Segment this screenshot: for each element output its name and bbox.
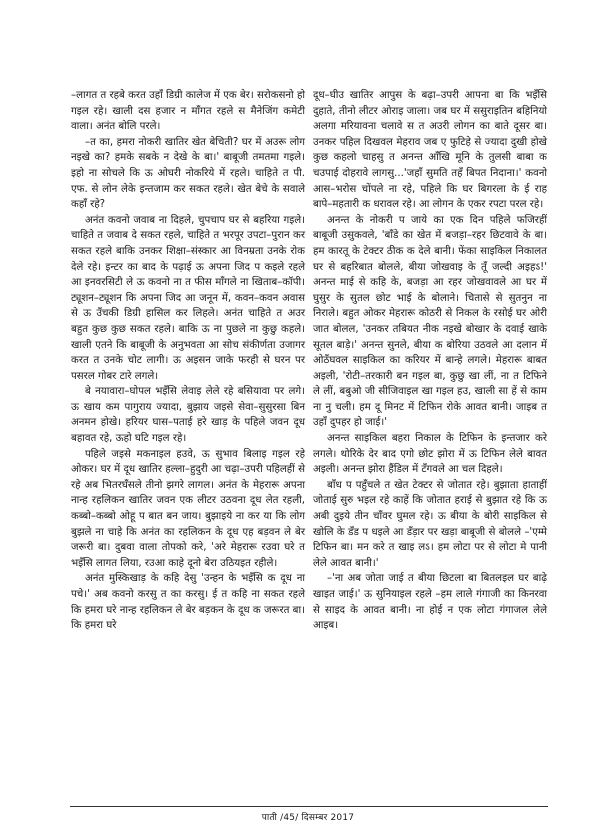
paragraph: बे नयावारा–घोपल भइँसि लेवाइ लेले रहे बसियावा पर लगे। ऊ खाय कम पागुराय ज्यादा, बुझाय जइसे सेवा–सुसुरसा बिन अनमन होखे। हरियर घास–पताई हरे खाड़ के पहिले जवन दूध बहावत रहे, ऊहो घटि गइल रहे। — [71, 386, 305, 445]
paragraph: –लागत त रहबे करत उहाँ डिग्री कालेज में एक बेर। सरोकसनो हो गइल रहे। खाली दस हजार न माँगत रहले स मैनेजिंग कमेटी वाला। अनंत बोलि परले। — [71, 90, 305, 133]
paragraph: –त का, हमरा नोकरी खातिर खेत बेचिती? घर में अउरू लोग नइखे का? हमके सबके न देखे के बा।' बाबूजी तमतमा गइले। इहो ना सोचले कि ऊ ओघरी नोकरिये में रहले। चाहिते त पी. एफ. से लोन लेके इन्तजाम कर सकत रहले। खेत बेचे के सवाले कहाँ रहे? — [71, 136, 305, 211]
paragraph: अनंत कवनो जवाब ना दिहले, चुपचाप घर से बहरिया गइले। चाहिते त जवाब दे सकत रहले, चाहिते त भरपूर उपटा–पुरान कर सकत रहले बाकि उनकर शिक्षा–संस्कार आ विनम्रता उनके रोक देले रहे। इन्टर का बाद के पढ़ाई ऊ अपना जिद प कइले रहले आ इनवरसिटी ले ऊ कवनो ना त फीस माँगले ना खिताब–कॉपी। ट्यूशन–ट्यूशन कि अपना जिद आ जनून में, कवन–कवन अवास से ऊ उँचकी डिग्री हासिल कर लिहले। अनंत चाहिते त अउर बहुत कुछ कुछ सकत रहले। बाकि ऊ ना पुछले ना कुछु कहले। खाली एतने कि बाबूजी के अनुभवता आ सोच संकीर्णता उजागर करत त उनके चोट लागी। ऊ अइसन जाके फरही से घरन पर पसरल गोबर टारे लगले। — [71, 214, 305, 382]
paragraph: अनन्त साइकिल बहरा निकाल के टिफिन के इन्तजार करे लगले। थोरिके देर बाद एगो छोट झोरा में ऊ टिफिन लेले बावत अइली। अनन्त झोरा हैंडिल में टँगवले आ चल दिहले। — [313, 433, 547, 476]
right-text-column — [313, 88, 547, 634]
paragraph: –'ना अब जोता जाई त बीया छिटला बा बितलइल घर बाढ़े खाइत जाई।' ऊ सुनियाइल रहले –हम लाले गंगाजी का किनरवा से साइद के आवत बानी। ना होई न एक लोटा गंगाजल लेले आइब। — [313, 573, 547, 632]
paragraph: अनन्त के नोकरी प जाये का एक दिन पहिले फजिरहीं बाबूजी उसुकवले, 'बाँडे का खेत में बजड़ा–रहर छिटवावे के बा। हम कारतू के टेक्टर ठीक क देले बानी। फेंका साइकिल निकालत घर से बहरिबात बोलले, बीया जोखवाइ के तूँ जल्दी अइहऽ!' अनन्त माई से कहि के, बजड़ा आ रहर जोखवावले आ घर में घुसुर के सुतल छोट भाई के बोलाने। चितासे से सुतनुन ना निराले। बहुत ओकर मेहरारू कोठरी से निकल के रसोई घर ओरी जात बोलल, 'उनकर तबियत नीक नइखे बोखार के दवाई खाके सूतल बाड़े।' अनन्त सुनले, बीया क बोरिया उठवले आ दलान में ओठँघवल साइकिल का करियर में बान्हे लगले। मेहरारू बाबत अइली, 'रोटी–तरकारी बन गइल बा, कुछु खा लीं, ना त टिफिने ले लीं, बबुओ जी सीजिवाइल खा गइल हउ, खाली सा हें से काम ना नु चली। हम दू मिनट में टिफिन रोके आवत बानी। जाइब त उहाँ दुपहर हो जाई।' — [313, 214, 547, 429]
paragraph: अनंत मुस्किखाड़ के कहि देसु 'उन्हन के भइँसि क दूध ना पचे।' अब कवनो करसु त का करसु। ई त कहि ना सकत रहले कि हमरा घरे नान्ह रहलिकन ले बेर बड़कन के दूध क जरूरत बा। कि हमरा घरे — [71, 573, 305, 632]
page-footer: पाती /45/ दिसम्बर 2017 — [261, 813, 355, 823]
paragraph: बाँध प पहुँचले त खेत टेक्टर से जोतात रहे। बुझाता हाताहीं जोताई सुरु भइल रहे काहें कि जोतात हराई से बुझात रहे कि ऊ अबी दुइये तीन चाँवर घुमल रहे। ऊ बीया के बोरी साइकिल से खोलि के डँड प धइले आ डँड़ार पर खड़ा बाबूजी से बोलले –'एम्मे टिफिन बा। मन करे त खाइ लऽ। हम लोटा पर से लोटा मे पानी लेले आवत बानी।' — [313, 479, 547, 569]
paragraph: पहिले जइसे मकनाइल हउवे, ऊ सुभाव बिलाइ गइल रहे ओकर। घर में दूध खातिर हल्ला–हुदुरी आ चढ़ा–उपरी पहिलहीं से रहे अब भितरघँसले तीनो झगरे लागल। अनंत के मेहरारू अपना नान्ह रहलिकन खातिर जवन एक लीटर उठवना दूध लेत रहली, कब्बो–कब्बो ओहू प बात बन जाय। बुझाइये ना कर या कि लोग बुझले ना चाहे कि अनंत का रहलिकन के दूध एह बड़वन ले बेर जरूरी बा। दुबवा वाला तोपको करे, 'अरे मेहरारू रउवा घरे त भइँसि लागत लिया, रउआ काहे दूनो बेरा उठियइत रहीले। — [71, 448, 305, 569]
paragraph: दूध–घीउ खातिर आपुस के बढ़ा–उपरी आपना बा कि भइँसि दुहाते, तीनो लीटर ओराइ जाला। जब घर में ससुराइतिन बहिनियो अलगा मरियावना चलावे स त अउरी लोगन का बाते दूसर बा। उनकर पहिल दिखवल मेहराव जब ए फुटिहे से ज्यादा दुखी होखे कुछ कहलो चाहसु त अनन्त आँखि मूनि के तुलसी बाबा क चउपाई दोहरावे लागसु...'जहाँ सुमति तहँ बिपत निदाना।' कवनो आस–भरोस चोंपले ना रहे, पहिले कि घर बिगरला के ई राह बापे–महतारी क धरावल रहे। आ लोगन के एकर रपटा परल रहे। — [313, 90, 547, 211]
footer-rule — [70, 806, 548, 807]
left-text-column — [71, 88, 305, 634]
